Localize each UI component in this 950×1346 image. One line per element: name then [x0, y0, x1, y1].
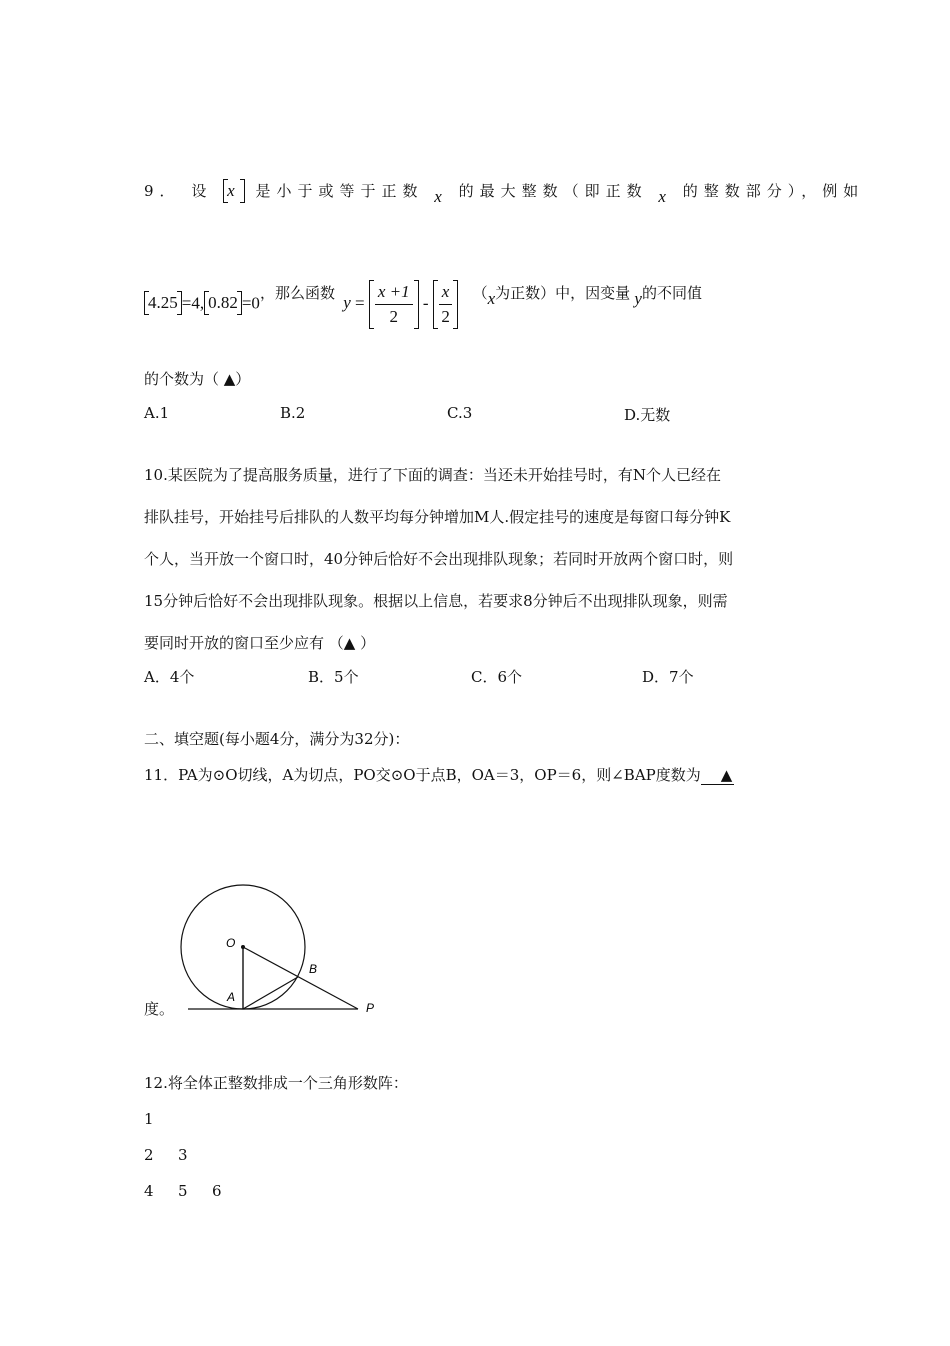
var-x: x [434, 187, 448, 206]
triangle-row-1 [144, 1110, 154, 1128]
var-x: x [227, 181, 241, 200]
text: 的不同值 [641, 284, 702, 303]
var-x: x [487, 289, 496, 309]
segment-op [243, 947, 358, 1009]
denominator: 2 [441, 307, 450, 326]
segment-ab [243, 977, 298, 1009]
fraction [375, 282, 413, 327]
text: =4, [181, 293, 205, 313]
var-y: y [343, 293, 351, 313]
text: 是小于或等于正数 [255, 182, 424, 200]
number: 4 [144, 1182, 154, 1200]
var-y: y [634, 289, 642, 309]
q10-line-3: 个人，当开放一个窗口时，40分钟后恰好不会出现排队现象；若同时开放两个窗口时，则 [144, 550, 734, 568]
numerator: x [439, 282, 453, 305]
triangle-row-2 [144, 1146, 188, 1164]
question-number: 9． [144, 182, 181, 200]
center-dot [241, 945, 245, 949]
q9-line-3: 的个数为（ ▲） [144, 370, 251, 388]
var-x: x [658, 187, 672, 206]
q10-option-b: B．5个 [308, 668, 359, 686]
denominator: 2 [389, 307, 398, 326]
q10-line-4: 15分钟后恰好不会出现排队现象。根据以上信息，若要求8分钟后不出现排队现象，则需 [144, 592, 728, 610]
q11-text [144, 764, 734, 785]
q9-option-d: D.无数 [624, 406, 671, 424]
q10-option-a: A．4个 [144, 668, 195, 686]
label-p: P [366, 1001, 375, 1015]
text: =0 [241, 293, 260, 313]
text: ，那么函数 [259, 284, 335, 303]
value: 4.25 [148, 293, 178, 313]
number: 2 [144, 1146, 154, 1164]
text: （ [472, 284, 488, 303]
floor-fraction-1 [369, 282, 419, 327]
equals-sign: = [355, 293, 365, 313]
minus-sign: - [422, 293, 429, 313]
text: 的整数部分），例如 [682, 182, 865, 200]
fraction [439, 282, 453, 327]
q9-option-b: B.2 [280, 404, 306, 422]
section-heading: 二、填空题(每小题4分，满分为32分)： [144, 730, 410, 748]
q10-line-5: 要同时开放的窗口至少应有 （▲ ） [144, 634, 376, 652]
label-b: B [309, 962, 318, 976]
q10-line-1: 10.某医院为了提高服务质量，进行了下面的调查：当还未开始挂号时，有N个人已经在 [144, 466, 721, 484]
label-a: A [227, 990, 236, 1004]
text: 为正数）中，因变量 [495, 284, 631, 303]
floor-expr [144, 293, 182, 313]
q11-tail: 度。 [144, 1000, 175, 1018]
text: 设 [191, 182, 213, 200]
numerator: x +1 [375, 282, 413, 305]
floor-fraction-2 [433, 282, 459, 327]
number: 1 [144, 1110, 154, 1128]
value: 0.82 [208, 293, 238, 313]
text: 11．PA为⊙O切线，A为切点，PO交⊙O于点B，OA＝3，OP＝6，则∠BAP度数为 [144, 766, 701, 784]
number: 6 [212, 1182, 222, 1200]
q10-line-2: 排队挂号，开始挂号后排队的人数平均每分钟增加M人.假定挂号的速度是每窗口每分钟K [144, 508, 731, 526]
q10-option-d: D．7个 [642, 668, 694, 686]
q9-option-a: A.1 [144, 404, 170, 422]
q9-line-1 [144, 180, 865, 206]
triangle-row-3 [144, 1182, 222, 1200]
answer-blank: ▲ [701, 766, 735, 785]
text: 的最大整数（即正数 [458, 182, 648, 200]
floor-expr [204, 293, 242, 313]
q10-option-c: C．6个 [471, 668, 523, 686]
q9-option-c: C.3 [447, 404, 473, 422]
q11-figure [170, 878, 390, 1018]
label-o: O [226, 936, 236, 950]
q9-line-2 [144, 282, 702, 327]
number: 5 [178, 1182, 188, 1200]
number: 3 [178, 1146, 188, 1164]
floor-x [223, 181, 245, 201]
q12-text: 12.将全体正整数排成一个三角形数阵： [144, 1074, 408, 1092]
